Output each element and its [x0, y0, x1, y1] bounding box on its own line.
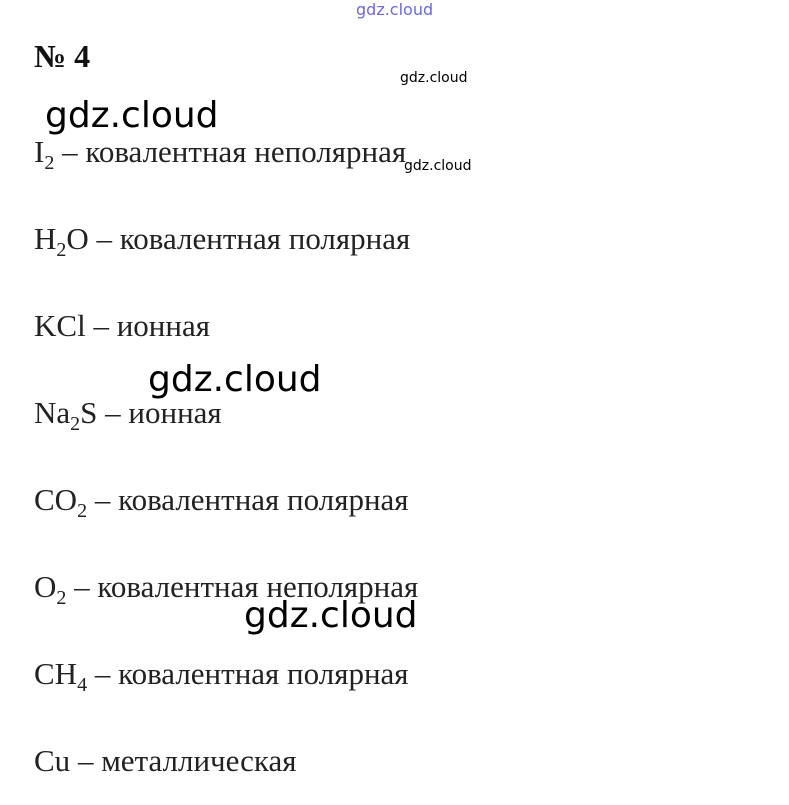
bond-type: – ковалентная полярная [88, 221, 411, 256]
formula: H [34, 221, 57, 256]
formula-subscript: 2 [70, 413, 81, 435]
formula-tail: S [80, 395, 98, 430]
formula-subscript: 2 [77, 500, 88, 522]
watermark-small-1: gdz.cloud [400, 70, 468, 86]
watermark-small-2: gdz.cloud [404, 158, 472, 174]
answer-line [34, 482, 409, 522]
bond-type: – ковалентная полярная [87, 656, 409, 691]
answer-line [34, 395, 222, 435]
answer-line [34, 221, 411, 261]
bond-type: – ионная [85, 308, 210, 343]
bond-type: – ковалентная неполярная [54, 134, 407, 169]
answer-line [34, 656, 409, 696]
formula-subscript: 2 [56, 587, 67, 609]
answer-line [34, 745, 297, 776]
bond-type: – ионная [97, 395, 222, 430]
formula: CO [34, 482, 78, 517]
bond-type: – ковалентная неполярная [66, 569, 419, 604]
watermark-big-1: gdz.cloud [45, 95, 219, 136]
formula-tail: O [66, 221, 89, 256]
formula-subscript: 2 [56, 239, 67, 261]
watermark-big-3: gdz.cloud [244, 595, 418, 636]
formula: CH [34, 656, 78, 691]
formula: I [34, 134, 45, 169]
formula-subscript: 4 [77, 674, 88, 696]
watermark-big-2: gdz.cloud [148, 359, 322, 400]
answer-line [34, 134, 407, 174]
formula-subscript: 2 [44, 152, 55, 174]
formula: Cu [34, 743, 71, 778]
formula: O [34, 569, 57, 604]
answer-line [34, 310, 210, 341]
formula: KCl [34, 308, 86, 343]
bond-type: – ковалентная полярная [87, 482, 409, 517]
bond-type: – металлическая [70, 743, 297, 778]
watermark-top: gdz.cloud [356, 0, 434, 19]
formula: Na [34, 395, 71, 430]
exercise-number: № 4 [34, 38, 91, 74]
